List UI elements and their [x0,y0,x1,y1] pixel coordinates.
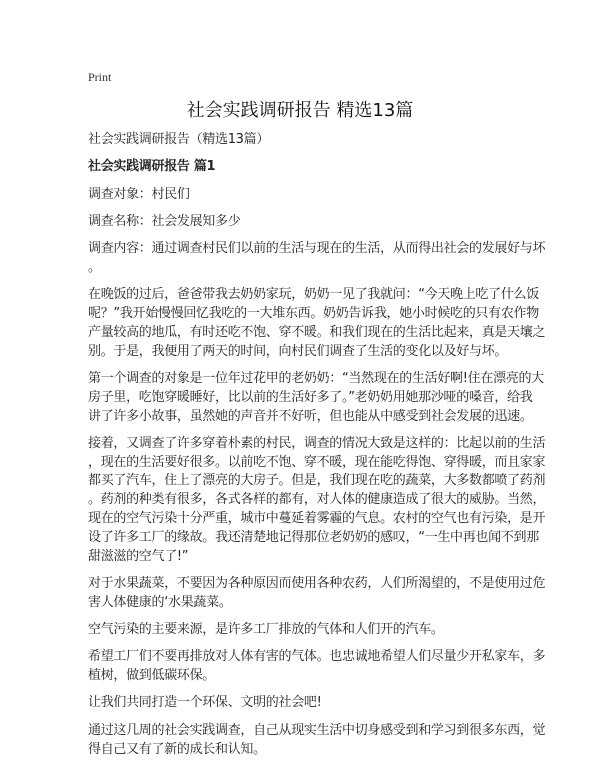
paragraph [88,722,546,760]
paragraph [88,186,528,205]
text-line: 。 [88,259,101,275]
text-line: 都买了汽车，住上了漂亮的大房子。但是，我们现在吃的蔬菜，大多数都喷了药剂 [88,473,546,489]
text-line: 社会实践调研报告 篇1 [88,159,216,175]
text-line: 呢？”我开始慢慢回忆我吃的一大堆东西。奶奶告诉我，她小时候吃的只有农作物 [88,306,539,322]
text-line: 。药剂的种类有很多，各式各样的都有，对人体的健康造成了很大的威胁。当然， [88,492,546,508]
text-line: 产量较高的地瓜，有时还吃不饱、穿不暖。和我们现在的生活比起来，真是天壤之 [88,324,546,340]
print-label: Print [88,70,112,84]
text-line: 植树，做到低碳环保。 [88,668,216,684]
paragraph [88,621,528,640]
text-line: 让我们共同打造一个环保、文明的社会吧! [88,695,322,711]
document-title: 社会实践调研报告 精选13篇 [186,100,414,121]
text-line: 害人体健康的‘水果蔬菜。 [88,594,232,610]
text-line: 讲了许多小故事，虽然她的声音并不好听，但也能从中感受到社会发展的迅速。 [88,408,533,424]
text-line: 得自己又有了新的成长和认知。 [88,741,266,757]
text-line: 设了许多工厂的缘故。我还清楚地记得那位老奶奶的感叹，“一生中再也闻不到那 [88,529,539,545]
paragraph [88,370,544,426]
text-line: ，现在的生活要好很多。以前吃不饱、穿不暖，现在能吃得饱、穿得暖，而且家家 [88,454,546,470]
paragraph [88,435,546,567]
text-line: 调查名称：社会发展知多少 [88,213,241,229]
section-heading [88,158,528,177]
paragraph [88,575,546,613]
text-line: 希望工厂们不要再排放对人体有害的气体。也忠诚地希望人们尽量少开私家车，多 [88,649,546,665]
text-line: 在晚饭的过后，爸爸带我去奶奶家玩，奶奶一见了我就问：“今天晚上吃了什么饭 [88,287,539,303]
paragraph [88,240,546,278]
paragraph [88,694,528,713]
text-line: 社会实践调研报告（精选13篇） [88,132,270,147]
text-line: 对于水果蔬菜，不要因为各种原因而使用各种农药，人们所渴望的，不是使用过危 [88,575,546,591]
text-line: 调查内容：通过调查村民们以前的生活与现在的生活，从而得出社会的发展好与坏 [88,241,546,257]
document-body [88,131,546,768]
text-line: 甜滋滋的空气了!” [88,548,189,564]
paragraph [88,213,528,232]
paragraph [88,648,546,686]
text-line: 空气污染的主要来源，是许多工厂排放的气体和人们开的汽车。 [88,622,444,638]
text-line: 现在的空气污染十分严重，城市中蔓延着雾霾的气息。农村的空气也有污染，是开 [88,511,546,527]
text-line: 接着，又调查了许多穿着朴素的村民，调查的情况大致是这样的：比起以前的生活 [88,435,546,451]
paragraph [88,131,528,150]
text-line: 通过这几周的社会实践调查，自己从现实生活中切身感受到和学习到很多东西，觉 [88,722,546,738]
text-line: 第一个调查的对象是一位年过花甲的老奶奶：“当然现在的生活好啊!住在漂亮的大 [88,370,544,386]
paragraph [88,286,546,361]
text-line: 房子里，吃饱穿暖睡好，比以前的生活好多了。”老奶奶用她那沙哑的嗓音，给我 [88,389,533,405]
text-line: 别。于是，我便用了两天的时间，向村民们调查了生活的变化以及好与坏。 [88,343,508,359]
text-line: 调查对象：村民们 [88,186,190,202]
